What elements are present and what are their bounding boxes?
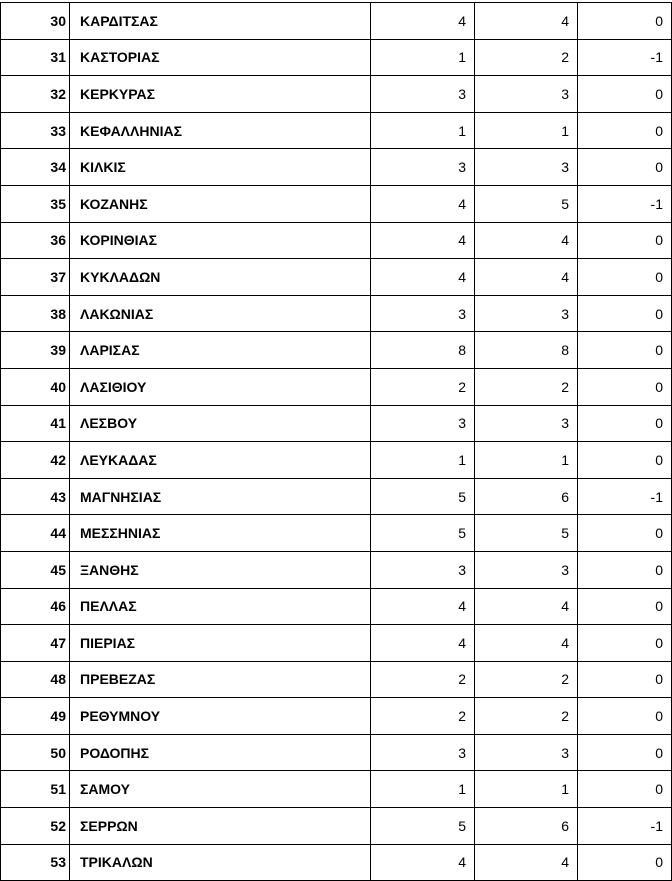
table-row [1,332,672,369]
table-row [1,844,672,881]
value-b-cell: 8 [475,332,578,369]
value-a-cell: 2 [371,698,475,735]
table-row [1,478,672,515]
table-row [1,39,672,76]
row-number-cell: 32 [1,76,70,113]
value-b-cell: 4 [475,259,578,296]
value-a-cell: 1 [371,442,475,479]
row-number-cell: 41 [1,405,70,442]
row-number-cell: 45 [1,551,70,588]
prefecture-name-cell: ΤΡΙΚΑΛΩΝ [70,844,371,881]
value-a-cell: 1 [371,771,475,808]
table-row [1,442,672,479]
difference-cell: 0 [578,3,672,40]
difference-cell: 0 [578,661,672,698]
prefecture-name-cell: ΚΟΖΑΝΗΣ [70,185,371,222]
value-a-cell: 4 [371,259,475,296]
row-number-cell: 49 [1,698,70,735]
table-row [1,185,672,222]
value-a-cell: 5 [371,515,475,552]
value-a-cell: 4 [371,588,475,625]
table-row [1,698,672,735]
value-a-cell: 3 [371,76,475,113]
table-body [1,3,672,881]
row-number-cell: 37 [1,259,70,296]
prefecture-name-cell: ΜΑΓΝΗΣΙΑΣ [70,478,371,515]
value-b-cell: 1 [475,771,578,808]
prefecture-name-cell: ΠΕΛΛΑΣ [70,588,371,625]
table-row [1,259,672,296]
difference-cell: 0 [578,844,672,881]
difference-cell: 0 [578,734,672,771]
row-number-cell: 39 [1,332,70,369]
value-b-cell: 3 [475,149,578,186]
prefecture-name-cell: ΣΕΡΡΩΝ [70,808,371,845]
value-b-cell: 3 [475,734,578,771]
row-number-cell: 40 [1,368,70,405]
difference-cell: 0 [578,588,672,625]
difference-cell: 0 [578,551,672,588]
table-row [1,112,672,149]
value-b-cell: 4 [475,588,578,625]
value-a-cell: 3 [371,551,475,588]
value-b-cell: 6 [475,478,578,515]
difference-cell: 0 [578,259,672,296]
value-a-cell: 1 [371,112,475,149]
difference-cell: 0 [578,515,672,552]
table-row [1,515,672,552]
value-b-cell: 1 [475,442,578,479]
difference-cell: 0 [578,368,672,405]
row-number-cell: 46 [1,588,70,625]
value-b-cell: 5 [475,515,578,552]
prefecture-name-cell: ΞΑΝΘΗΣ [70,551,371,588]
table-row [1,771,672,808]
difference-cell: 0 [578,332,672,369]
row-number-cell: 48 [1,661,70,698]
value-a-cell: 1 [371,39,475,76]
row-number-cell: 51 [1,771,70,808]
table-row [1,149,672,186]
table-row [1,405,672,442]
difference-cell: 0 [578,112,672,149]
prefecture-name-cell: ΛΕΥΚΑΔΑΣ [70,442,371,479]
prefecture-name-cell: ΛΑΣΙΘΙΟΥ [70,368,371,405]
table-row [1,368,672,405]
value-a-cell: 8 [371,332,475,369]
prefecture-name-cell: ΛΑΡΙΣΑΣ [70,332,371,369]
value-b-cell: 2 [475,661,578,698]
table-row [1,734,672,771]
prefecture-name-cell: ΚΥΚΛΑΔΩΝ [70,259,371,296]
difference-cell: -1 [578,39,672,76]
value-a-cell: 3 [371,295,475,332]
row-number-cell: 47 [1,625,70,662]
prefecture-name-cell: ΠΙΕΡΙΑΣ [70,625,371,662]
table-row [1,625,672,662]
value-a-cell: 5 [371,478,475,515]
table-row [1,222,672,259]
prefecture-name-cell: ΚΕΦΑΛΛΗΝΙΑΣ [70,112,371,149]
table-row [1,76,672,113]
prefecture-name-cell: ΛΑΚΩΝΙΑΣ [70,295,371,332]
table-row [1,588,672,625]
row-number-cell: 35 [1,185,70,222]
row-number-cell: 38 [1,295,70,332]
value-a-cell: 5 [371,808,475,845]
difference-cell: 0 [578,405,672,442]
value-b-cell: 6 [475,808,578,845]
value-b-cell: 3 [475,405,578,442]
row-number-cell: 33 [1,112,70,149]
value-b-cell: 4 [475,844,578,881]
prefecture-name-cell: ΜΕΣΣΗΝΙΑΣ [70,515,371,552]
difference-cell: 0 [578,149,672,186]
row-number-cell: 52 [1,808,70,845]
prefecture-name-cell: ΡΕΘΥΜΝΟΥ [70,698,371,735]
row-number-cell: 36 [1,222,70,259]
value-a-cell: 3 [371,149,475,186]
difference-cell: 0 [578,76,672,113]
value-b-cell: 3 [475,76,578,113]
table-row [1,295,672,332]
value-b-cell: 2 [475,698,578,735]
prefecture-name-cell: ΡΟΔΟΠΗΣ [70,734,371,771]
value-a-cell: 2 [371,661,475,698]
value-b-cell: 2 [475,39,578,76]
difference-cell: 0 [578,771,672,808]
value-a-cell: 4 [371,3,475,40]
value-b-cell: 5 [475,185,578,222]
value-a-cell: 4 [371,222,475,259]
value-a-cell: 4 [371,625,475,662]
prefecture-name-cell: ΚΟΡΙΝΘΙΑΣ [70,222,371,259]
row-number-cell: 30 [1,3,70,40]
value-b-cell: 1 [475,112,578,149]
value-a-cell: 3 [371,405,475,442]
row-number-cell: 53 [1,844,70,881]
table-row [1,661,672,698]
table-row [1,3,672,40]
value-a-cell: 3 [371,734,475,771]
prefecture-name-cell: ΣΑΜΟΥ [70,771,371,808]
row-number-cell: 44 [1,515,70,552]
value-b-cell: 4 [475,3,578,40]
prefecture-name-cell: ΛΕΣΒΟΥ [70,405,371,442]
row-number-cell: 34 [1,149,70,186]
value-b-cell: 3 [475,295,578,332]
prefecture-name-cell: ΠΡΕΒΕΖΑΣ [70,661,371,698]
value-b-cell: 2 [475,368,578,405]
table-row [1,551,672,588]
table-row [1,808,672,845]
value-a-cell: 4 [371,844,475,881]
difference-cell: -1 [578,808,672,845]
value-a-cell: 4 [371,185,475,222]
prefecture-name-cell: ΚΑΣΤΟΡΙΑΣ [70,39,371,76]
difference-cell: 0 [578,295,672,332]
value-b-cell: 4 [475,625,578,662]
value-a-cell: 2 [371,368,475,405]
row-number-cell: 43 [1,478,70,515]
row-number-cell: 50 [1,734,70,771]
prefecture-name-cell: ΚΕΡΚΥΡΑΣ [70,76,371,113]
difference-cell: 0 [578,442,672,479]
prefecture-name-cell: ΚΑΡΔΙΤΣΑΣ [70,3,371,40]
row-number-cell: 31 [1,39,70,76]
prefecture-name-cell: ΚΙΛΚΙΣ [70,149,371,186]
row-number-cell: 42 [1,442,70,479]
value-b-cell: 4 [475,222,578,259]
value-b-cell: 3 [475,551,578,588]
difference-cell: -1 [578,478,672,515]
difference-cell: 0 [578,698,672,735]
difference-cell: -1 [578,185,672,222]
prefecture-table [0,2,672,881]
difference-cell: 0 [578,625,672,662]
difference-cell: 0 [578,222,672,259]
